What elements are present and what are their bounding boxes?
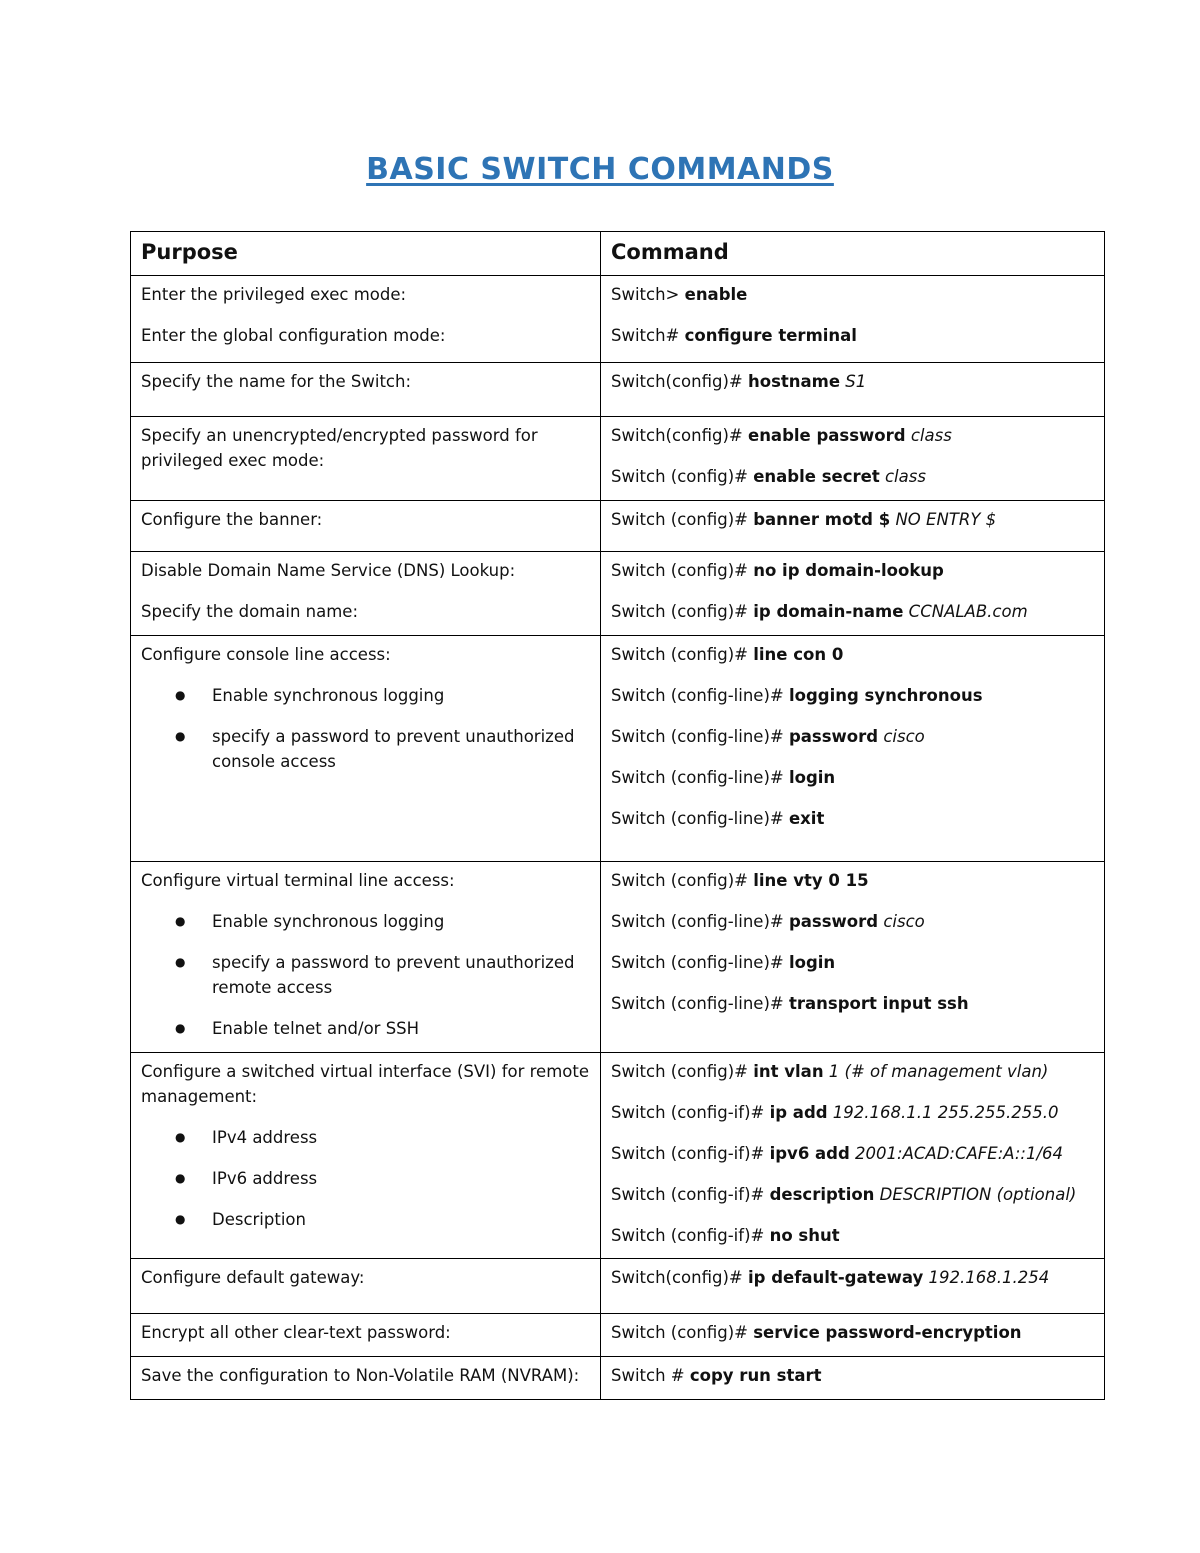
command-line bbox=[611, 683, 1094, 708]
cli-prompt: Switch> bbox=[611, 285, 685, 304]
command-line bbox=[611, 950, 1094, 975]
cli-prompt: Switch (config)# bbox=[611, 467, 754, 486]
cli-command: no ip domain-lookup bbox=[753, 561, 944, 580]
page-title: BASIC SWITCH COMMANDS bbox=[366, 152, 834, 187]
cli-argument: cisco bbox=[878, 727, 925, 746]
command-cell bbox=[601, 862, 1105, 1053]
cli-command: exit bbox=[788, 809, 825, 828]
command-line bbox=[611, 1320, 1094, 1345]
cli-argument: 2001:ACAD:CAFE:A::1/64 bbox=[849, 1144, 1064, 1163]
command-line bbox=[611, 1265, 1094, 1290]
command-line bbox=[611, 558, 1094, 583]
cli-prompt: Switch(config)# bbox=[611, 372, 748, 391]
command-cell bbox=[601, 1357, 1105, 1400]
command-line bbox=[611, 991, 1094, 1016]
bullet-item: ● IPv4 address bbox=[141, 1125, 590, 1150]
command-line bbox=[611, 1223, 1094, 1248]
purpose-cell bbox=[131, 1314, 601, 1357]
purpose-text: Specify the domain name: bbox=[141, 602, 358, 621]
purpose-cell bbox=[131, 276, 601, 363]
cli-argument: DESCRIPTION (optional) bbox=[874, 1185, 1077, 1204]
cli-command: int vlan bbox=[753, 1062, 824, 1081]
cli-argument: class bbox=[879, 467, 926, 486]
command-header: Command bbox=[601, 232, 1105, 276]
bullet-item: ● IPv6 address bbox=[141, 1166, 590, 1191]
cli-prompt: Switch(config)# bbox=[611, 426, 748, 445]
cli-prompt: Switch (config)# bbox=[611, 1323, 754, 1342]
command-cell bbox=[601, 417, 1105, 501]
cli-prompt: Switch # bbox=[611, 1366, 690, 1385]
cli-command: hostname bbox=[748, 372, 841, 391]
bullet-item: ● specify a password to prevent unauthorized console access bbox=[141, 724, 590, 774]
cli-command: login bbox=[788, 768, 836, 787]
cli-argument: 1 (# of management vlan) bbox=[823, 1062, 1049, 1081]
table-row bbox=[131, 862, 1105, 1053]
purpose-cell bbox=[131, 1357, 601, 1400]
cli-command: ipv6 add bbox=[769, 1144, 850, 1163]
cli-command: ip domain-name bbox=[753, 602, 904, 621]
command-line bbox=[611, 464, 1094, 489]
cli-prompt: Switch (config)# bbox=[611, 561, 754, 580]
purpose-cell bbox=[131, 501, 601, 552]
command-cell bbox=[601, 1053, 1105, 1259]
command-line bbox=[611, 909, 1094, 934]
purpose-cell bbox=[131, 636, 601, 862]
cli-command: configure terminal bbox=[684, 326, 857, 345]
bullet-list bbox=[141, 1125, 590, 1232]
table-header-row bbox=[131, 232, 1105, 276]
cli-prompt: Switch (config-if)# bbox=[611, 1226, 770, 1245]
purpose-cell bbox=[131, 552, 601, 636]
cli-prompt: Switch(config)# bbox=[611, 1268, 748, 1287]
command-cell bbox=[601, 552, 1105, 636]
command-cell bbox=[601, 363, 1105, 417]
purpose-text: Configure console line access: bbox=[141, 645, 391, 664]
bullet-item: ● Enable synchronous logging bbox=[141, 683, 590, 708]
command-line bbox=[611, 423, 1094, 448]
cli-command: enable bbox=[684, 285, 748, 304]
cli-command: service password-encryption bbox=[753, 1323, 1022, 1342]
purpose-text: Enter the global configuration mode: bbox=[141, 326, 446, 345]
bullet-list bbox=[141, 683, 590, 774]
purpose-text: Save the configuration to Non-Volatile RAM (NVRAM): bbox=[141, 1366, 580, 1385]
cli-command: transport input ssh bbox=[788, 994, 969, 1013]
table-row bbox=[131, 1357, 1105, 1400]
commands-table bbox=[130, 231, 1105, 1400]
table-row bbox=[131, 501, 1105, 552]
table-row bbox=[131, 1314, 1105, 1357]
command-line bbox=[611, 282, 1094, 307]
bullet-item: ● Enable synchronous logging bbox=[141, 909, 590, 934]
command-line bbox=[611, 1363, 1094, 1388]
cli-prompt: Switch (config-line)# bbox=[611, 953, 789, 972]
purpose-text: Configure a switched virtual interface (SVI) for remote management: bbox=[141, 1062, 589, 1106]
table-row bbox=[131, 552, 1105, 636]
command-cell bbox=[601, 1259, 1105, 1314]
cli-command: password bbox=[788, 727, 879, 746]
purpose-text: Disable Domain Name Service (DNS) Lookup: bbox=[141, 561, 516, 580]
command-line bbox=[611, 642, 1094, 667]
cli-prompt: Switch (config-line)# bbox=[611, 727, 789, 746]
purpose-text: Specify an unencrypted/encrypted password for privileged exec mode: bbox=[141, 426, 538, 470]
cli-command: logging synchronous bbox=[788, 686, 983, 705]
purpose-cell bbox=[131, 417, 601, 501]
command-line bbox=[611, 1141, 1094, 1166]
bullet-item: ● specify a password to prevent unauthorized remote access bbox=[141, 950, 590, 1000]
purpose-text: Encrypt all other clear-text password: bbox=[141, 1323, 451, 1342]
cli-command: ip add bbox=[769, 1103, 828, 1122]
purpose-header: Purpose bbox=[131, 232, 601, 276]
cli-argument: S1 bbox=[840, 372, 867, 391]
command-cell bbox=[601, 1314, 1105, 1357]
cli-command: description bbox=[769, 1185, 875, 1204]
cli-prompt: Switch (config-line)# bbox=[611, 912, 789, 931]
cli-prompt: Switch (config)# bbox=[611, 602, 754, 621]
cli-prompt: Switch# bbox=[611, 326, 685, 345]
cli-prompt: Switch (config-line)# bbox=[611, 768, 789, 787]
command-line bbox=[611, 868, 1094, 893]
command-cell bbox=[601, 276, 1105, 363]
command-line bbox=[611, 1182, 1094, 1207]
cli-prompt: Switch (config)# bbox=[611, 871, 754, 890]
table-row bbox=[131, 363, 1105, 417]
command-line bbox=[611, 323, 1094, 348]
table-row bbox=[131, 1053, 1105, 1259]
cli-prompt: Switch (config-line)# bbox=[611, 809, 789, 828]
cli-command: banner motd $ bbox=[753, 510, 891, 529]
cli-prompt: Switch (config-line)# bbox=[611, 994, 789, 1013]
cli-command: enable secret bbox=[753, 467, 880, 486]
command-line bbox=[611, 765, 1094, 790]
cli-prompt: Switch (config-if)# bbox=[611, 1144, 770, 1163]
table-row bbox=[131, 417, 1105, 501]
purpose-text: Enter the privileged exec mode: bbox=[141, 285, 407, 304]
cli-argument: NO ENTRY $ bbox=[890, 510, 997, 529]
bullet-item: ● Enable telnet and/or SSH bbox=[141, 1016, 590, 1041]
purpose-text: Configure the banner: bbox=[141, 510, 323, 529]
bullet-list bbox=[141, 909, 590, 1041]
cli-argument: 192.168.1.254 bbox=[923, 1268, 1050, 1287]
command-line bbox=[611, 599, 1094, 624]
cli-prompt: Switch (config)# bbox=[611, 1062, 754, 1081]
cli-command: ip default-gateway bbox=[748, 1268, 924, 1287]
table-row bbox=[131, 636, 1105, 862]
cli-argument: cisco bbox=[878, 912, 925, 931]
cli-argument: 192.168.1.1 255.255.255.0 bbox=[827, 1103, 1059, 1122]
purpose-text: Configure default gateway: bbox=[141, 1268, 365, 1287]
cli-command: enable password bbox=[748, 426, 906, 445]
cli-command: login bbox=[788, 953, 836, 972]
purpose-cell bbox=[131, 1053, 601, 1259]
command-line bbox=[611, 806, 1094, 831]
command-cell bbox=[601, 501, 1105, 552]
purpose-text: Configure virtual terminal line access: bbox=[141, 871, 455, 890]
cli-command: line vty 0 15 bbox=[753, 871, 869, 890]
cli-prompt: Switch (config-if)# bbox=[611, 1103, 770, 1122]
command-line bbox=[611, 1059, 1094, 1084]
purpose-text: Specify the name for the Switch: bbox=[141, 372, 412, 391]
cli-command: copy run start bbox=[689, 1366, 822, 1385]
cli-prompt: Switch (config-line)# bbox=[611, 686, 789, 705]
cli-prompt: Switch (config)# bbox=[611, 645, 754, 664]
cli-argument: CCNALAB.com bbox=[903, 602, 1028, 621]
cli-prompt: Switch (config-if)# bbox=[611, 1185, 770, 1204]
purpose-cell bbox=[131, 862, 601, 1053]
command-line bbox=[611, 1100, 1094, 1125]
purpose-cell bbox=[131, 363, 601, 417]
cli-prompt: Switch (config)# bbox=[611, 510, 754, 529]
cli-command: no shut bbox=[769, 1226, 840, 1245]
command-line bbox=[611, 507, 1094, 532]
cli-command: line con 0 bbox=[753, 645, 844, 664]
purpose-cell bbox=[131, 1259, 601, 1314]
command-line bbox=[611, 369, 1094, 394]
bullet-item: ● Description bbox=[141, 1207, 590, 1232]
command-cell bbox=[601, 636, 1105, 862]
cli-command: password bbox=[788, 912, 879, 931]
table-row bbox=[131, 276, 1105, 363]
command-line bbox=[611, 724, 1094, 749]
cli-argument: class bbox=[905, 426, 952, 445]
table-row bbox=[131, 1259, 1105, 1314]
